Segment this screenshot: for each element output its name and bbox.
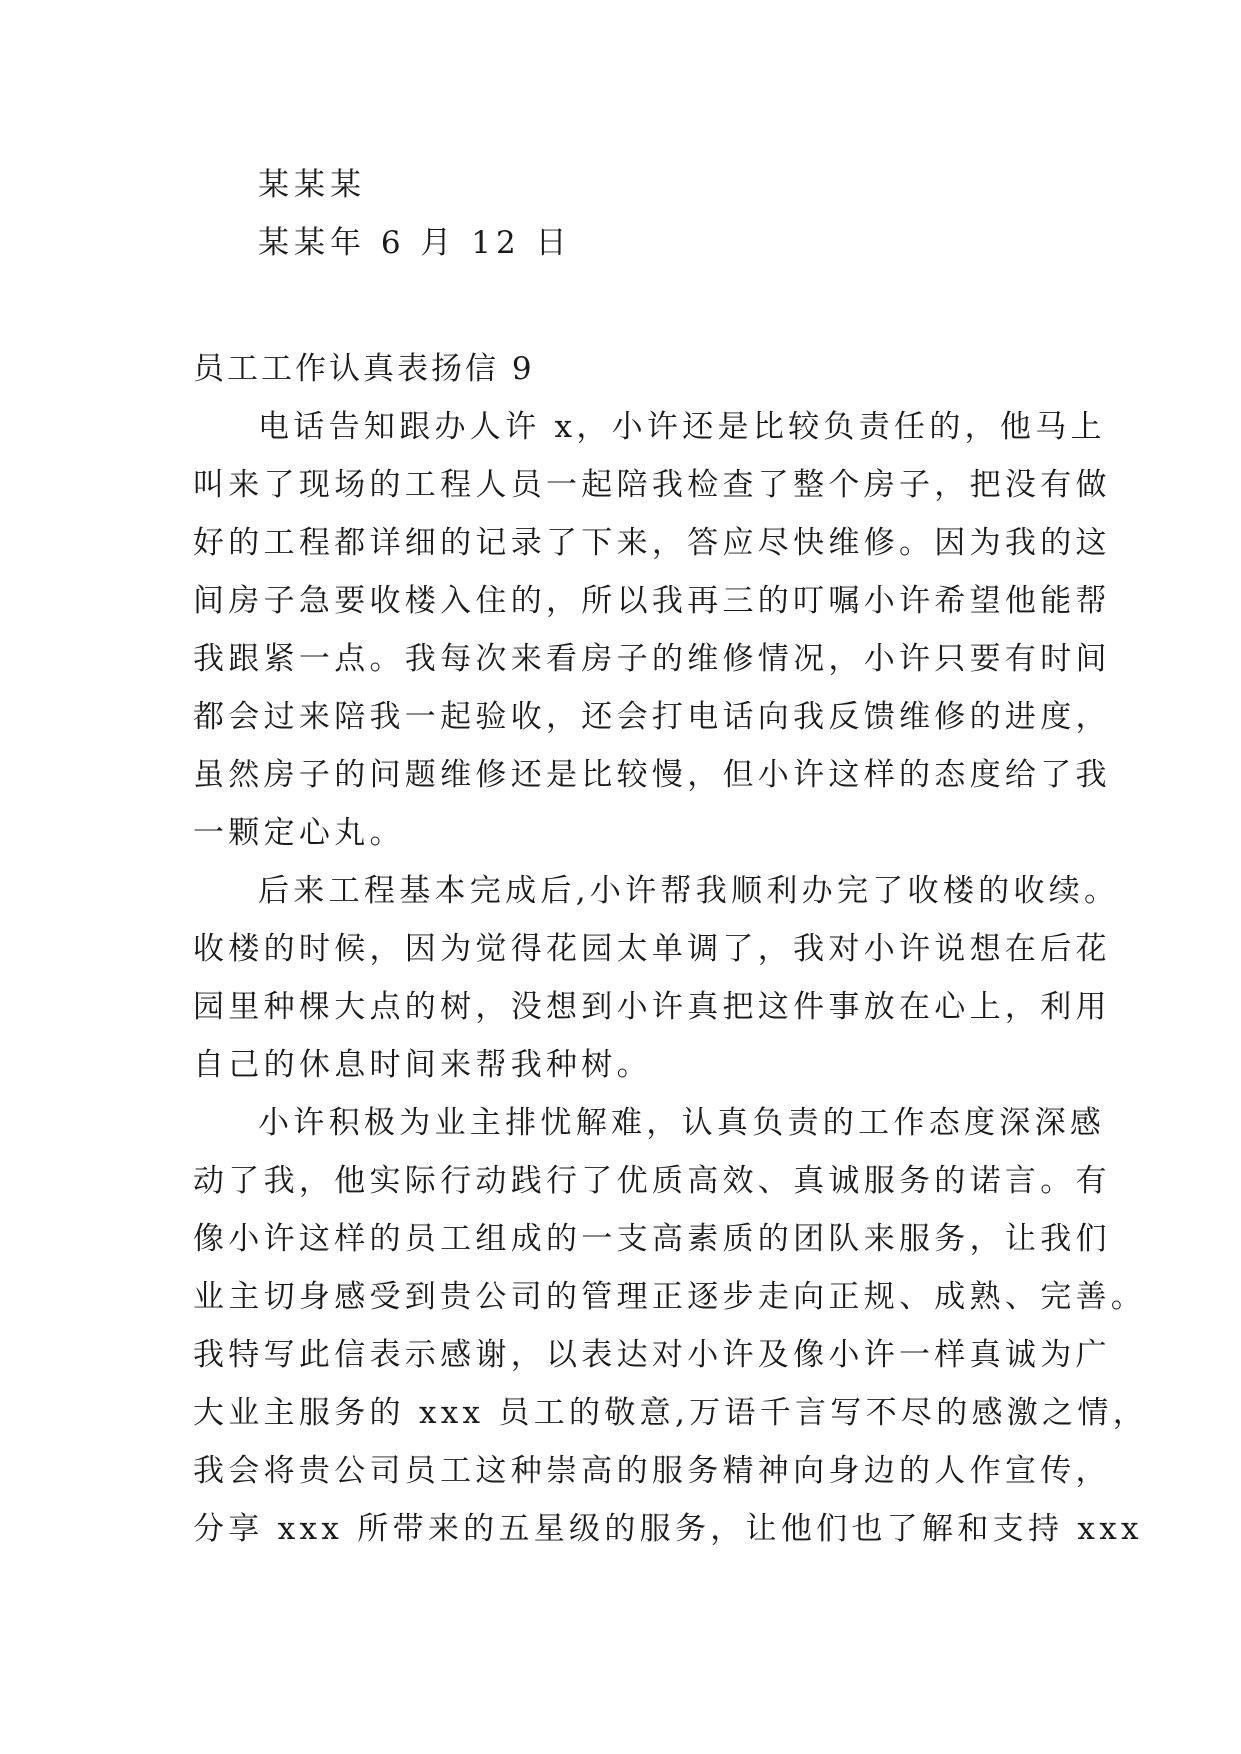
signature-date: 某某年 6 月 12 日 (258, 225, 572, 261)
paragraph-line: 后来工程基本完成后,小许帮我顺利办完了收楼的收续。 (258, 873, 1120, 909)
paragraph-line: 小许积极为业主排忧解难，认真负责的工作态度深深感 (258, 1105, 1106, 1141)
paragraph-line: 像小许这样的员工组成的一支高素质的团队来服务，让我们 (193, 1221, 1111, 1257)
paragraph-line: 一颗定心丸。 (193, 815, 405, 851)
paragraph-line: 园里种棵大点的树，没想到小许真把这件事放在心上，利用 (193, 989, 1111, 1025)
paragraph-line: 间房子急要收楼入住的，所以我再三的叮嘱小许希望他能帮 (193, 583, 1111, 619)
paragraph-line: 自己的休息时间来帮我种树。 (193, 1047, 652, 1083)
paragraph-line: 分享 xxx 所带来的五星级的服务，让他们也了解和支持 xxx (193, 1511, 1143, 1547)
paragraph-line: 电话告知跟办人许 x，小许还是比较负责任的，他马上 (258, 409, 1106, 445)
paragraph-line: 我跟紧一点。我每次来看房子的维修情况，小许只要有时间 (193, 641, 1111, 677)
paragraph-line: 好的工程都详细的记录了下来，答应尽快维修。因为我的这 (193, 525, 1111, 561)
paragraph-line: 我特写此信表示感谢，以表达对小许及像小许一样真诚为广 (193, 1337, 1111, 1373)
paragraph-line: 叫来了现场的工程人员一起陪我检查了整个房子，把没有做 (193, 467, 1111, 503)
paragraph-line: 都会过来陪我一起验收，还会打电话向我反馈维修的进度， (193, 699, 1111, 735)
paragraph-line: 业主切身感受到贵公司的管理正逐步走向正规、成熟、完善。 (193, 1279, 1147, 1315)
paragraph-line: 我会将贵公司员工这种崇高的服务精神向身边的人作宣传， (193, 1453, 1111, 1489)
paragraph-line: 大业主服务的 xxx 员工的敬意,万语千言写不尽的感激之情， (193, 1395, 1149, 1431)
signature-name: 某某某 (258, 167, 366, 203)
paragraph-line: 虽然房子的问题维修还是比较慢，但小许这样的态度给了我 (193, 757, 1111, 793)
paragraph-line: 收楼的时候，因为觉得花园太单调了，我对小许说想在后花 (193, 931, 1111, 967)
paragraph-line: 动了我，他实际行动践行了优质高效、真诚服务的诺言。有 (193, 1163, 1111, 1199)
letter-heading: 员工工作认真表扬信 9 (193, 351, 535, 387)
